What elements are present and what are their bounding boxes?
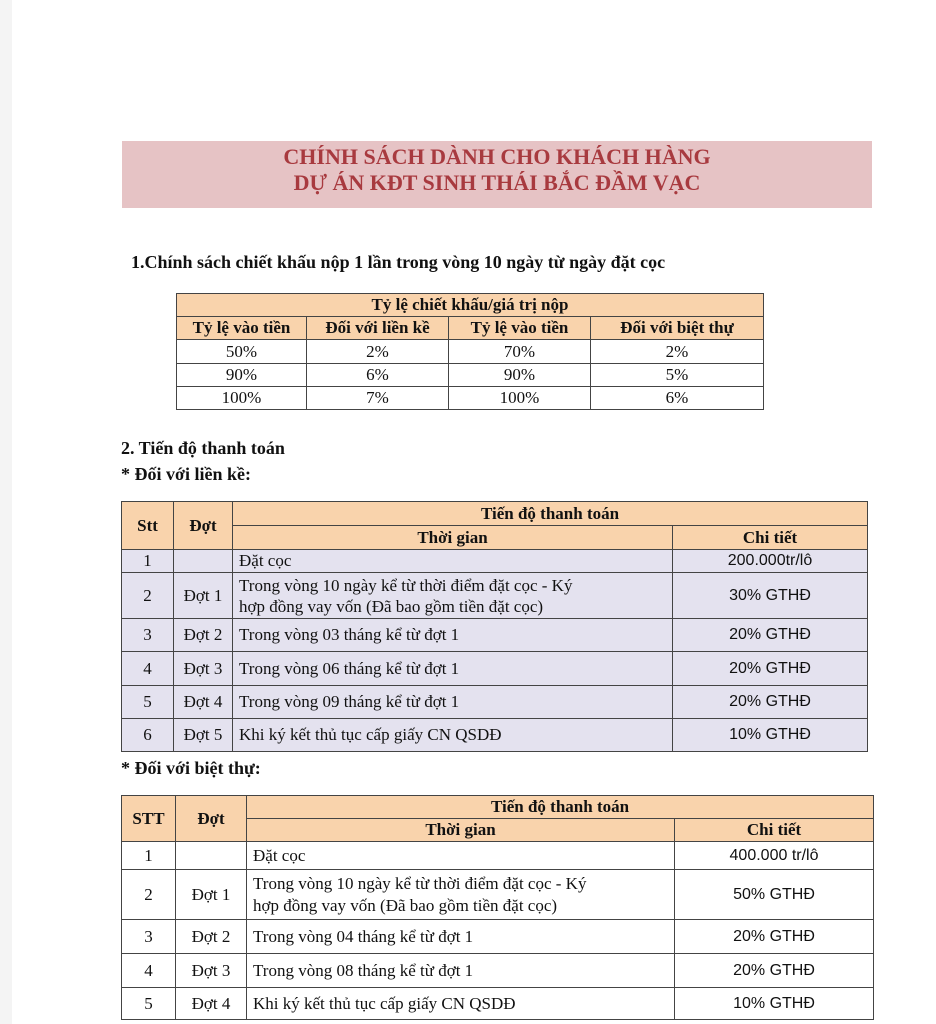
row-stt: 5: [122, 686, 174, 719]
row-time: Trong vòng 09 tháng kể từ đợt 1: [233, 686, 673, 719]
row-stt: 2: [122, 870, 176, 920]
table-row: [122, 920, 874, 954]
discount-header: Đối với liền kề: [307, 317, 449, 340]
row-stt: 4: [122, 954, 176, 988]
table-row: [122, 652, 868, 686]
table-cell: 70%: [449, 340, 591, 364]
row-dot: Đợt 3: [174, 652, 233, 686]
table-row: [177, 340, 764, 364]
table-row: [177, 364, 764, 387]
section2-heading: 2. Tiến độ thanh toán: [121, 438, 285, 458]
row-detail: 20% GTHĐ: [673, 652, 868, 686]
row-dot: [174, 550, 233, 573]
row-time: Khi ký kết thủ tục cấp giấy CN QSDĐ: [247, 988, 675, 1020]
col-detail-header: Chi tiết: [675, 819, 874, 842]
row-dot: Đợt 4: [174, 686, 233, 719]
row-detail: 30% GTHĐ: [673, 573, 868, 619]
row-time-line: hợp đồng vay vốn (Đã bao gồm tiền đặt cọc): [253, 895, 558, 915]
row-time: Đặt cọc: [233, 550, 673, 573]
row-detail: 200.000tr/lô: [673, 550, 868, 573]
table-cell: 50%: [177, 340, 307, 364]
row-time: Khi ký kết thủ tục cấp giấy CN QSDĐ: [233, 719, 673, 752]
col-detail-header: Chi tiết: [673, 526, 868, 550]
row-stt: 1: [122, 550, 174, 573]
row-stt: 3: [122, 619, 174, 652]
table-cell: 90%: [177, 364, 307, 387]
table-row: [122, 842, 874, 870]
col-group-header: Tiến độ thanh toán: [233, 502, 868, 526]
table-cell: 6%: [307, 364, 449, 387]
row-stt: 4: [122, 652, 174, 686]
col-dot-header: Đợt: [176, 796, 247, 842]
row-time: Đặt cọc: [247, 842, 675, 870]
row-detail: 20% GTHĐ: [675, 920, 874, 954]
row-time: Trong vòng 08 tháng kể từ đợt 1: [247, 954, 675, 988]
table-row: [122, 870, 874, 920]
row-stt: 2: [122, 573, 174, 619]
col-group-header: Tiến độ thanh toán: [247, 796, 874, 819]
lienke-subheading: * Đối với liền kề:: [121, 464, 251, 484]
lienke-payment-table: [121, 501, 868, 752]
table-cell: 2%: [591, 340, 764, 364]
row-time: Trong vòng 03 tháng kể từ đợt 1: [233, 619, 673, 652]
table-row: [122, 686, 868, 719]
row-dot: Đợt 2: [174, 619, 233, 652]
row-detail: 10% GTHĐ: [673, 719, 868, 752]
title-line-2: DỰ ÁN KĐT SINH THÁI BẮC ĐẦM VẠC: [293, 170, 701, 195]
table-row: [122, 954, 874, 988]
col-stt-header: STT: [122, 796, 176, 842]
row-dot: [176, 842, 247, 870]
table-cell: 100%: [449, 387, 591, 410]
row-time-line: Trong vòng 10 ngày kể từ thời điểm đặt cọc - Ký: [239, 575, 573, 595]
row-detail: 20% GTHĐ: [675, 954, 874, 988]
row-detail: 400.000 tr/lô: [675, 842, 874, 870]
row-time: Trong vòng 06 tháng kể từ đợt 1: [233, 652, 673, 686]
page-edge: [0, 0, 12, 1024]
discount-header: Đối với biệt thự: [591, 317, 764, 340]
table-cell: 7%: [307, 387, 449, 410]
row-dot: Đợt 1: [174, 573, 233, 619]
table-row: [177, 387, 764, 410]
row-stt: 5: [122, 988, 176, 1020]
row-time: [233, 573, 673, 619]
table-cell: 2%: [307, 340, 449, 364]
table-cell: 5%: [591, 364, 764, 387]
table-row: [122, 619, 868, 652]
row-detail: 50% GTHĐ: [675, 870, 874, 920]
row-dot: Đợt 5: [174, 719, 233, 752]
col-time-header: Thời gian: [247, 819, 675, 842]
table-cell: 100%: [177, 387, 307, 410]
table-row: [122, 573, 868, 619]
row-time: Trong vòng 04 tháng kể từ đợt 1: [247, 920, 675, 954]
row-dot: Đợt 4: [176, 988, 247, 1020]
discount-table: [176, 293, 764, 410]
row-time: [247, 870, 675, 920]
table-row: [122, 550, 868, 573]
table-row: [122, 988, 874, 1020]
title-banner: [122, 141, 872, 208]
col-stt-header: Stt: [122, 502, 174, 550]
section1-heading: 1.Chính sách chiết khấu nộp 1 lần trong vòng 10 ngày từ ngày đặt cọc: [131, 252, 666, 272]
discount-header: Tỷ lệ vào tiền: [449, 317, 591, 340]
row-dot: Đợt 1: [176, 870, 247, 920]
bietthu-subheading: * Đối với biệt thự:: [121, 758, 261, 778]
bietthu-payment-table: [121, 795, 874, 1020]
row-stt: 1: [122, 842, 176, 870]
table-cell: 6%: [591, 387, 764, 410]
col-dot-header: Đợt: [174, 502, 233, 550]
discount-header: Tỷ lệ vào tiền: [177, 317, 307, 340]
table-cell: 90%: [449, 364, 591, 387]
row-detail: 10% GTHĐ: [675, 988, 874, 1020]
row-stt: 6: [122, 719, 174, 752]
col-time-header: Thời gian: [233, 526, 673, 550]
row-time-line: Trong vòng 10 ngày kể từ thời điểm đặt cọc - Ký: [253, 873, 587, 893]
row-detail: 20% GTHĐ: [673, 619, 868, 652]
row-time-line: hợp đồng vay vốn (Đã bao gồm tiền đặt cọc): [239, 596, 544, 616]
table-row: [122, 719, 868, 752]
row-stt: 3: [122, 920, 176, 954]
row-dot: Đợt 2: [176, 920, 247, 954]
row-detail: 20% GTHĐ: [673, 686, 868, 719]
row-dot: Đợt 3: [176, 954, 247, 988]
title-line-1: CHÍNH SÁCH DÀNH CHO KHÁCH HÀNG: [283, 144, 711, 169]
discount-table-caption: Tỷ lệ chiết khấu/giá trị nộp: [177, 294, 764, 317]
